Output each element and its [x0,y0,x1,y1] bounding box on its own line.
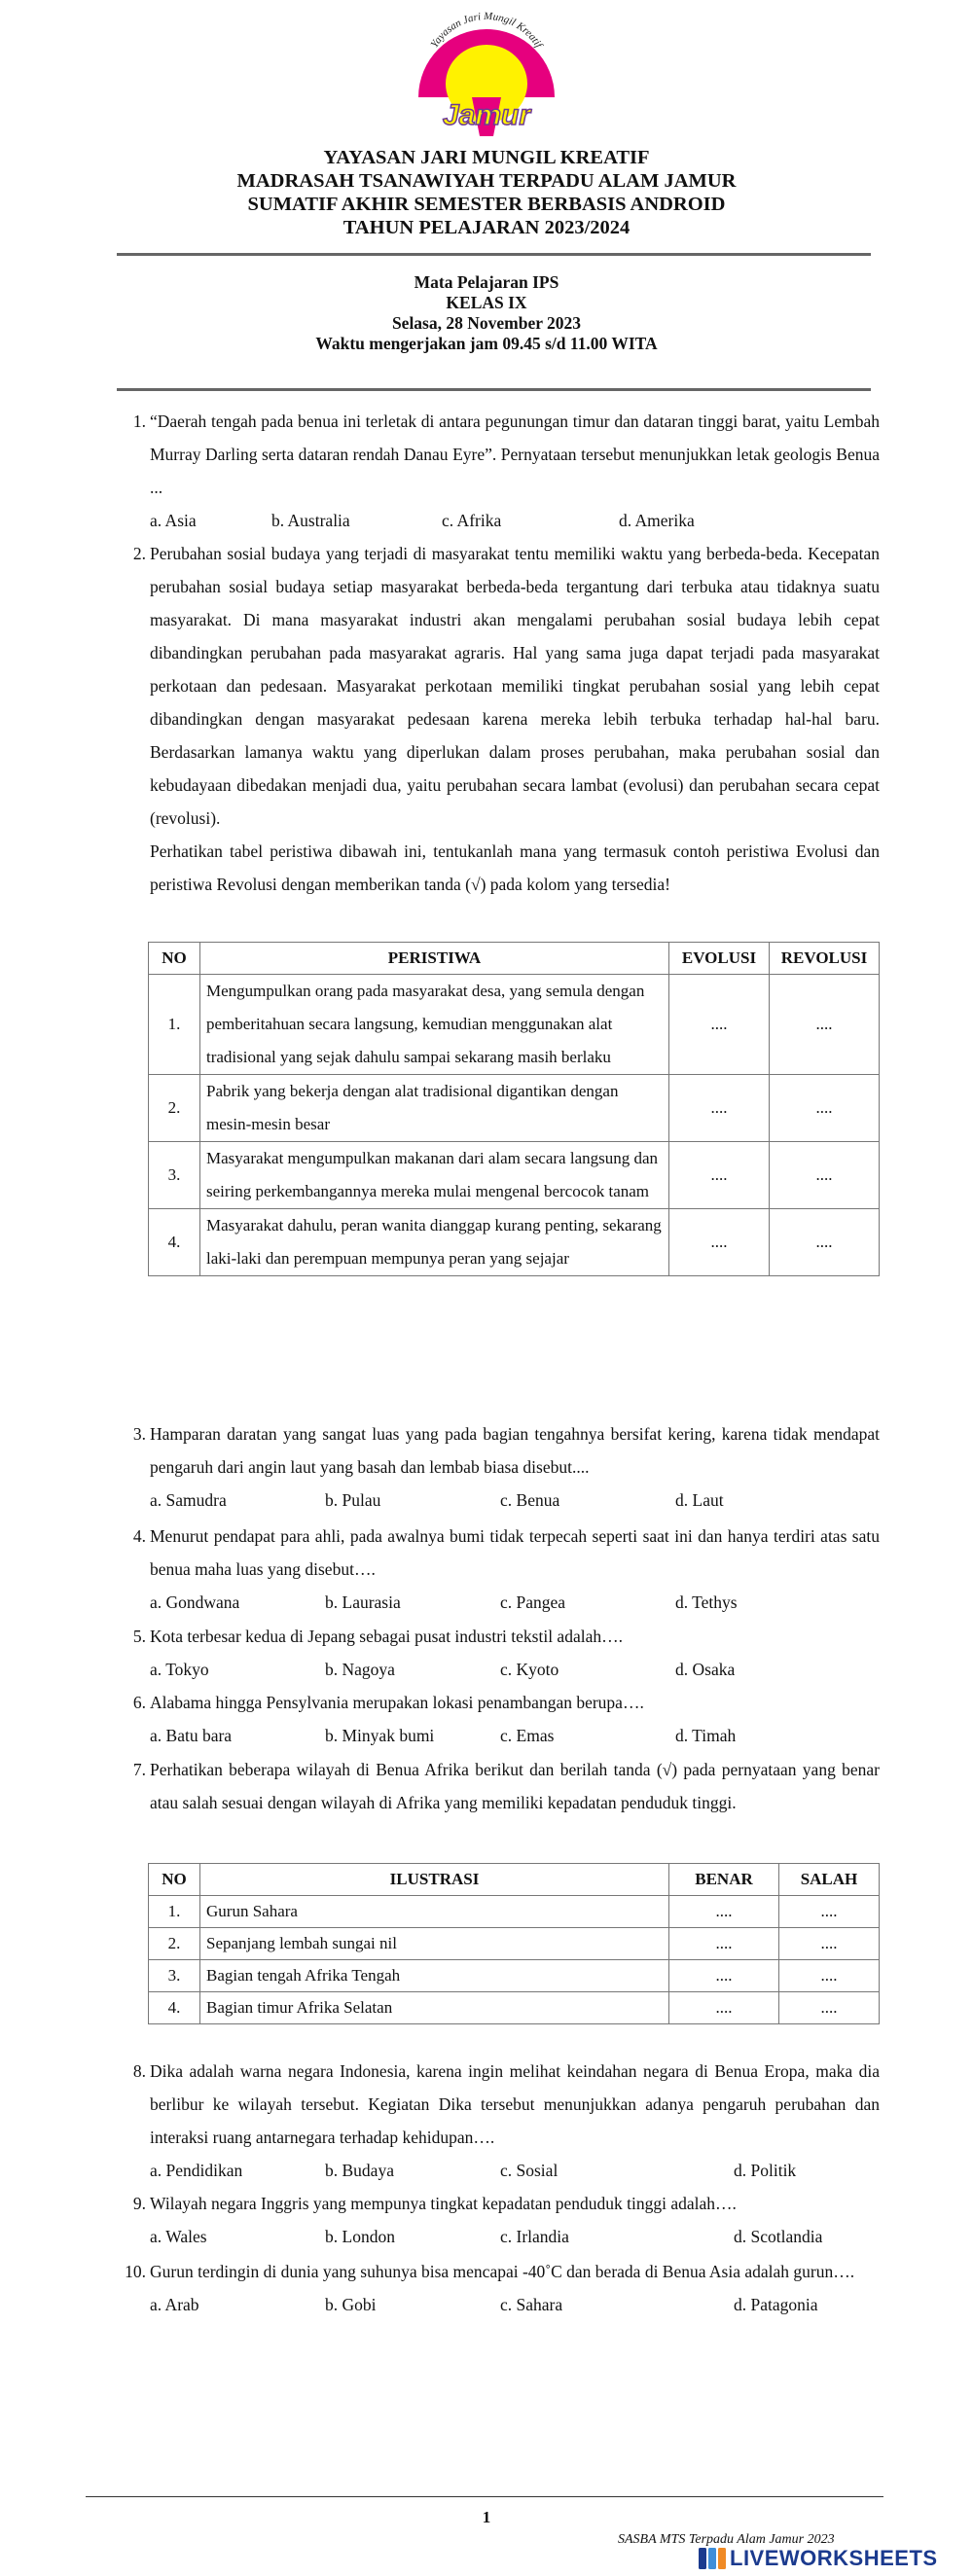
option-c[interactable]: c. Kyoto [500,1660,559,1679]
question-10 [119,2255,880,2321]
header-line-4: TAHUN PELAJARAN 2023/2024 [342,217,631,238]
option-a[interactable]: a. Tokyo [150,1660,209,1679]
question-text: Menurut pendapat para ahli, pada awalnya bumi tidak terpecah seperti saat ini dan hanya terdiri atas satu benua maha luas yang disebut…. [150,1526,880,1579]
footer-divider [86,2496,883,2497]
question-5 [119,1620,880,1686]
answer-options [150,504,880,537]
option-d[interactable]: d. Scotlandia [734,2227,823,2246]
option-c[interactable]: c. Pangea [500,1592,566,1612]
option-a[interactable]: a. Arab [150,2295,199,2314]
answer-options [150,1653,880,1686]
option-b[interactable]: b. Minyak bumi [325,1726,435,1745]
option-a[interactable]: a. Batu bara [150,1726,233,1745]
liveworksheets-brand[interactable] [698,2545,938,2572]
header-peristiwa: PERISTIWA [200,943,669,975]
question-text: Perubahan sosial budaya yang terjadi di masyarakat tentu memiliki waktu yang berbeda-beda. Kecepatan perubahan sosial budaya setiap masyarakat berbeda-beda tergantung dari terbuka atau tidaknya suatu masyarakat. Di mana masyarakat industri akan mengalami perubahan sosial budaya lebih cepat dibandingkan perubahan pada masyarakat agraris. Hal yang sama juga dapat terjadi pada masyarakat perkotaan dan pedesaan. Masyarakat perkotaan memiliki tingkat perubahan sosial yang lebih cepat dibandingkan dengan masyarakat pedesaan karena mereka lebih terbuka terhadap hal-hal baru. Berdasarkan lamanya waktu yang diperlukan dalam proses perubahan, maka perubahan sosial dan kebudayaan dibedakan menjadi dua, yaitu perubahan secara lambat (evolusi) dan perubahan secara cepat (revolusi). [150,544,880,828]
question-4 [119,1520,880,1619]
table-row [149,1896,880,1928]
option-b[interactable]: b. Nagoya [325,1660,395,1679]
option-d[interactable]: d. Laut [675,1490,724,1510]
header-no: NO [149,1864,200,1896]
question-number: 6. [132,1693,146,1712]
salah-cell[interactable]: .... [779,1960,880,1992]
row-event: Masyarakat dahulu, peran wanita dianggap kurang penting, sekarang laki-laki dan perempuan mempunya peran yang sejajar [200,1209,669,1276]
question-text: Kota terbesar kedua di Jepang sebagai pusat industri tekstil adalah…. [150,1627,623,1646]
header-benar: BENAR [669,1864,779,1896]
header-ilustrasi: ILUSTRASI [200,1864,669,1896]
option-d[interactable]: d. Politik [734,2161,797,2180]
info-divider [117,388,871,391]
row-item: Gurun Sahara [200,1896,669,1928]
page-number: 1 [482,2508,491,2526]
question-text: Dika adalah warna negara Indonesia, karena ingin melihat keindahan negara di Benua Eropa, maka dia berlibur ke wilayah tersebut. Kegiatan Dika tersebut menunjukkan adanya pengaruh perubahan dan interaksi ruang antarnegara terhadap kehidupan…. [150,2061,880,2147]
row-item: Bagian tengah Afrika Tengah [200,1960,669,1992]
option-b[interactable]: b. Gobi [325,2295,377,2314]
benar-cell[interactable]: .... [669,1960,779,1992]
table-row [149,975,880,1075]
row-no: 1. [149,1896,200,1928]
question-1 [119,405,880,537]
option-d[interactable]: d. Osaka [675,1660,736,1679]
option-a[interactable]: a. Wales [150,2227,207,2246]
benar-cell[interactable]: .... [669,1992,779,2024]
header-salah: SALAH [779,1864,880,1896]
question-number: 4. [132,1526,146,1546]
row-event: Mengumpulkan orang pada masyarakat desa, yang semula dengan pemberitahuan secara langsung, kemudian menggunakan alat tradisional yang sejak dahulu sampai sekarang masih berlaku [200,975,669,1075]
question-2 [119,537,880,901]
option-d[interactable]: d. Patagonia [734,2295,818,2314]
option-b[interactable]: b. Laurasia [325,1592,401,1612]
exam-class: KELAS IX [446,293,527,312]
table-row [149,1142,880,1209]
question-3 [119,1417,880,1517]
evolusi-cell[interactable]: .... [669,1209,770,1276]
question-7 [119,1753,880,1819]
option-b[interactable]: b. London [325,2227,395,2246]
row-item: Sepanjang lembah sungai nil [200,1928,669,1960]
answer-options [150,1586,880,1619]
africa-table [148,1863,880,2024]
option-b[interactable]: b. Pulau [325,1490,381,1510]
option-d[interactable]: d. Timah [675,1726,737,1745]
logo-word: Jamur [442,99,531,131]
school-logo [375,8,598,144]
table-row [149,1075,880,1142]
revolusi-cell[interactable]: .... [770,975,880,1075]
row-event: Pabrik yang bekerja dengan alat tradisional digantikan dengan mesin-mesin besar [200,1075,669,1142]
revolusi-cell[interactable]: .... [770,1142,880,1209]
table-header-row [149,943,880,975]
question-number: 9. [132,2194,146,2213]
row-no: 4. [149,1209,200,1276]
row-no: 3. [149,1960,200,1992]
header-revolusi: REVOLUSI [770,943,880,975]
question-text: Wilayah negara Inggris yang mempunya tingkat kepadatan penduduk tinggi adalah…. [150,2194,737,2213]
exam-date: Selasa, 28 November 2023 [391,313,582,333]
benar-cell[interactable]: .... [669,1928,779,1960]
footer-school: SASBA MTS Terpadu Alam Jamur 2023 [618,2532,835,2547]
option-a[interactable]: a. Gondwana [150,1592,240,1612]
header-line-1: YAYASAN JARI MUNGIL KREATIF [323,147,650,168]
question-text: Gurun terdingin di dunia yang suhunya bisa mencapai -40˚C dan berada di Benua Asia adalah gurun…. [150,2262,855,2281]
header-evolusi: EVOLUSI [669,943,770,975]
option-d[interactable]: d. Amerika [619,511,695,530]
answer-options [150,1484,880,1517]
row-no: 4. [149,1992,200,2024]
exam-time: Waktu mengerjakan jam 09.45 s/d 11.00 WITA [315,334,658,353]
header-divider [117,253,871,256]
table-row [149,1992,880,2024]
table-row [149,1209,880,1276]
row-no: 2. [149,1928,200,1960]
question-text: Perhatikan beberapa wilayah di Benua Afrika berikut dan berilah tanda (√) pada pernyataan yang benar atau salah sesuai dengan wilayah di Afrika yang memiliki kepadatan penduduk tinggi. [150,1760,880,1812]
table-row [149,1928,880,1960]
option-d[interactable]: d. Tethys [675,1592,738,1612]
header-line-3: SUMATIF AKHIR SEMESTER BERBASIS ANDROID [247,194,726,215]
question-number: 3. [132,1424,146,1444]
exam-subject: Mata Pelajaran IPS [414,272,559,292]
row-item: Bagian timur Afrika Selatan [200,1992,669,2024]
option-c[interactable]: c. Sosial [500,2161,559,2180]
question-number: 8. [132,2061,146,2081]
question-text: “Daerah tengah pada benua ini terletak di antara pegunungan timur dan dataran tinggi barat, yaitu Lembah Murray Darling serta dataran rendah Danau Eyre”. Pernyataan tersebut menunjukkan letak geologis Benua ... [150,411,880,497]
salah-cell[interactable]: .... [779,1992,880,2024]
answer-options [150,1719,880,1752]
option-c[interactable]: c. Emas [500,1726,555,1745]
logo-arc-text: Yayasan Jari Mungil Kreatif [428,10,545,51]
evolusi-cell[interactable]: .... [669,975,770,1075]
salah-cell[interactable]: .... [779,1896,880,1928]
evolusi-cell[interactable]: .... [669,1142,770,1209]
row-no: 2. [149,1075,200,1142]
question-8 [119,2055,880,2187]
option-b[interactable]: b. Australia [271,511,350,530]
row-no: 3. [149,1142,200,1209]
option-b[interactable]: b. Budaya [325,2161,394,2180]
row-no: 1. [149,975,200,1075]
table-row [149,1960,880,1992]
question-instruction: Perhatikan tabel peristiwa dibawah ini, tentukanlah mana yang termasuk contoh peristiwa Evolusi dan peristiwa Revolusi dengan memberikan tanda (√) pada kolom yang tersedia! [150,841,880,894]
option-a[interactable]: a. Samudra [150,1490,227,1510]
answer-options [150,2288,880,2321]
salah-cell[interactable]: .... [779,1928,880,1960]
question-number: 7. [132,1760,146,1779]
header-line-2: MADRASAH TSANAWIYAH TERPADU ALAM JAMUR [236,170,737,192]
question-6 [119,1686,880,1752]
question-number: 2. [132,544,146,563]
liveworksheets-logo-icon [698,2546,727,2571]
question-number: 5. [132,1627,146,1646]
option-a[interactable]: a. Pendidikan [150,2161,243,2180]
option-c[interactable]: c. Irlandia [500,2227,569,2246]
question-number: 1. [132,411,146,431]
revolusi-cell[interactable]: .... [770,1209,880,1276]
answer-options [150,2220,880,2253]
benar-cell[interactable]: .... [669,1896,779,1928]
option-a[interactable]: a. Asia [150,511,197,530]
option-c[interactable]: c. Sahara [500,2295,563,2314]
evolusi-cell[interactable]: .... [669,1075,770,1142]
evolution-table [148,942,880,1276]
liveworksheets-text: LIVEWORKSHEETS [730,2546,938,2570]
option-c[interactable]: c. Benua [500,1490,560,1510]
question-text: Hamparan daratan yang sangat luas yang pada bagian tengahnya bersifat kering, karena tidak mendapat pengaruh dari angin laut yang basah dan lembab biasa disebut.... [150,1424,880,1477]
revolusi-cell[interactable]: .... [770,1075,880,1142]
row-event: Masyarakat mengumpulkan makanan dari alam secara langsung dan seiring perkembangannya mereka mulai mengenal bercocok tanam [200,1142,669,1209]
question-text: Alabama hingga Pensylvania merupakan lokasi penambangan berupa…. [150,1693,644,1712]
question-9 [119,2187,880,2253]
answer-options [150,2154,880,2187]
header-no: NO [149,943,200,975]
option-c[interactable]: c. Afrika [442,511,502,530]
question-number: 10. [125,2262,146,2281]
table-header-row [149,1864,880,1896]
